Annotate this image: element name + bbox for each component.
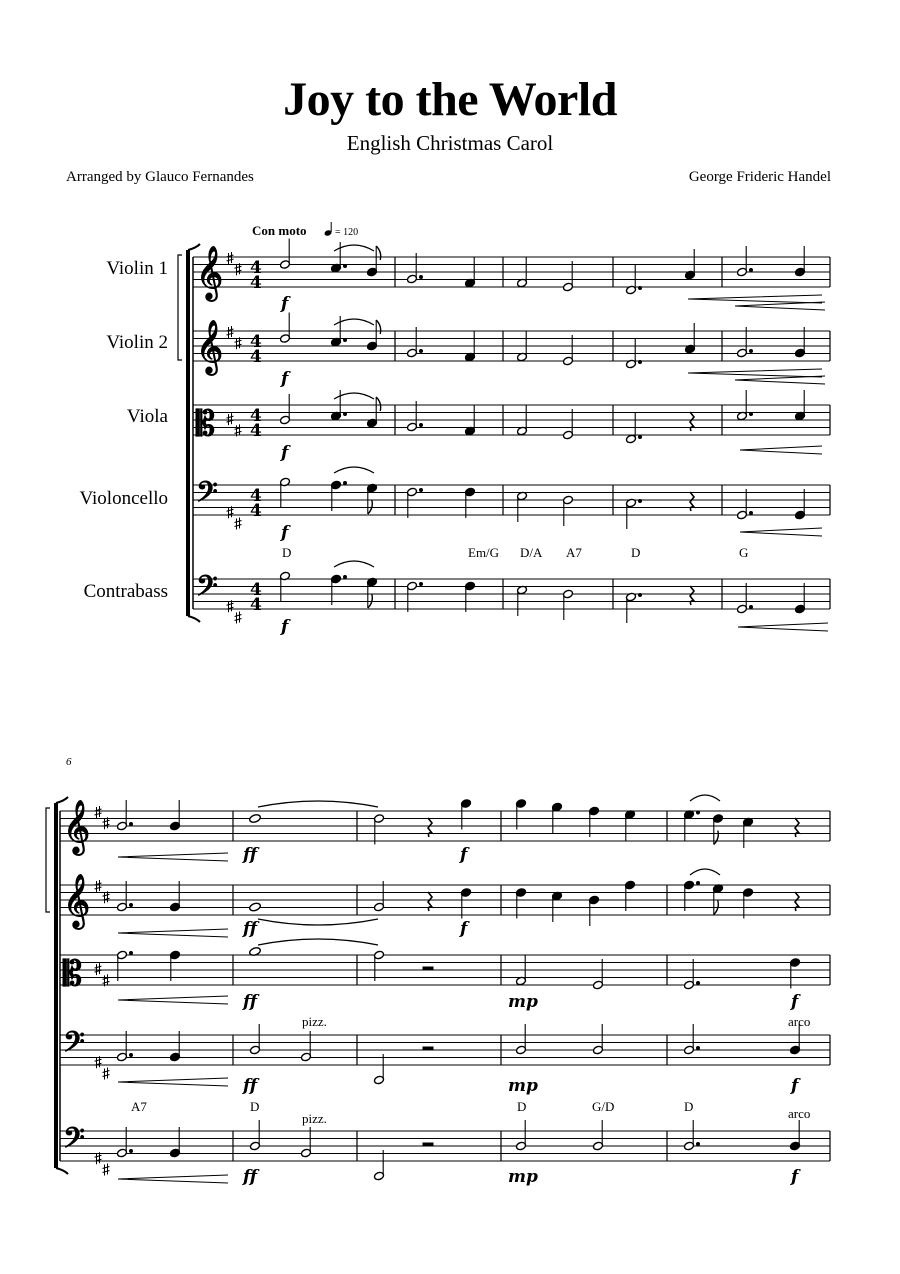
- quarter-rest: [795, 818, 799, 837]
- chord-symbol: G: [739, 545, 749, 560]
- note-dot: [639, 436, 642, 439]
- time-signature: 4: [250, 347, 262, 367]
- treble-clef-icon: 𝄞: [63, 873, 91, 927]
- violin-group-bracket: [178, 255, 182, 360]
- note-dot: [639, 594, 642, 597]
- note-dot: [130, 823, 133, 826]
- score-subtitle: English Christmas Carol: [346, 131, 554, 155]
- chord-symbol: D/A: [520, 545, 543, 560]
- technique-pizz: pizz.: [302, 1111, 327, 1126]
- arranger-credit: Arranged by Glauco Fernandes: [66, 169, 254, 185]
- crescendo-hairpin: [740, 528, 822, 536]
- crescendo-hairpin: [688, 369, 822, 377]
- note-dot: [697, 1047, 700, 1050]
- instrument-label-viola: Viola: [126, 406, 168, 427]
- dynamic-marking: f: [281, 523, 289, 543]
- treble-clef-icon: 𝄞: [63, 799, 91, 853]
- instrument-label-contrabass: Contrabass: [83, 581, 168, 602]
- crescendo-hairpin: [118, 996, 228, 1004]
- note-dot: [130, 1054, 133, 1057]
- sharp-accidental: [103, 1164, 110, 1176]
- dynamic-marking: mp: [508, 992, 538, 1012]
- measure-number: 6: [66, 756, 72, 768]
- note-dot: [344, 339, 347, 342]
- dynamic-marking: ff: [243, 1076, 258, 1096]
- slur: [690, 869, 720, 875]
- crescendo-hairpin: [118, 1175, 228, 1183]
- time-signature: 4: [250, 501, 262, 521]
- half-rest: [423, 1047, 433, 1050]
- technique-arco: arco: [788, 1014, 811, 1029]
- chord-symbol: D: [517, 1099, 527, 1114]
- sharp-accidental: [95, 1056, 102, 1068]
- dynamic-marking: ff: [243, 845, 258, 865]
- dynamic-marking: ff: [243, 992, 258, 1012]
- note-dot: [697, 1143, 700, 1146]
- sharp-accidental: [103, 817, 110, 829]
- chord-symbol: D: [684, 1099, 694, 1114]
- note-dot: [750, 350, 753, 353]
- note-dot: [344, 265, 347, 268]
- note-flag: [368, 500, 373, 514]
- note-dot: [750, 269, 753, 272]
- time-signature: 4: [250, 595, 262, 615]
- dynamic-marking: f: [460, 919, 468, 939]
- note-dot: [639, 287, 642, 290]
- time-signature: 4: [250, 486, 262, 506]
- chord-symbol: D: [250, 1099, 260, 1114]
- note-dot: [344, 576, 347, 579]
- tempo-value: = 120: [335, 227, 359, 238]
- quarter-rest: [428, 818, 432, 837]
- crescendo-hairpin: [118, 1078, 228, 1086]
- sharp-accidental: [95, 806, 102, 818]
- note-dot: [344, 482, 347, 485]
- note-dot: [344, 413, 347, 416]
- slur: [258, 939, 378, 945]
- bass-clef-icon: 𝄢: [196, 570, 218, 610]
- sharp-accidental: [235, 518, 242, 530]
- note-dot: [750, 606, 753, 609]
- chord-symbol: D: [631, 545, 641, 560]
- chord-symbol: G/D: [592, 1099, 615, 1114]
- dynamic-marking: mp: [508, 1076, 538, 1096]
- time-signature: 4: [250, 332, 262, 352]
- note-dot: [639, 361, 642, 364]
- instrument-label-violin-2: Violin 2: [106, 332, 168, 353]
- alto-clef-icon: 𝄡: [63, 954, 82, 994]
- quarter-rest: [428, 892, 432, 911]
- bass-clef-icon: 𝄢: [196, 476, 218, 516]
- sharp-accidental: [227, 413, 234, 425]
- note-head: [249, 902, 262, 912]
- technique-pizz: pizz.: [302, 1014, 327, 1029]
- dynamic-marking: mp: [508, 1167, 538, 1187]
- sharp-accidental: [227, 506, 234, 518]
- tempo-quarter-note-icon: [324, 222, 333, 237]
- crescendo-hairpin: [118, 929, 228, 937]
- instrument-label-violoncello: Violoncello: [79, 488, 168, 509]
- slur: [690, 795, 720, 801]
- dynamic-marking: f: [460, 845, 468, 865]
- tempo-text: Con moto: [252, 223, 307, 238]
- dynamic-marking: f: [791, 992, 799, 1012]
- note-flag: [376, 246, 381, 260]
- sharp-accidental: [95, 963, 102, 975]
- crescendo-hairpin: [740, 446, 822, 454]
- note-dot: [639, 500, 642, 503]
- time-signature: 4: [250, 580, 262, 600]
- dynamic-marking: ff: [243, 919, 258, 939]
- note-dot: [750, 512, 753, 515]
- note-head: [249, 813, 262, 823]
- time-signature: 4: [250, 406, 262, 426]
- note-dot: [420, 276, 423, 279]
- violin-group-bracket: [46, 808, 50, 912]
- sharp-accidental: [227, 600, 234, 612]
- sharp-accidental: [235, 612, 242, 624]
- chord-symbol: A7: [131, 1099, 147, 1114]
- crescendo-hairpin: [738, 623, 828, 631]
- time-signature: 4: [250, 421, 262, 441]
- chord-symbol: D: [282, 545, 292, 560]
- sharp-accidental: [235, 263, 242, 275]
- score-title: Joy to the World: [283, 73, 617, 126]
- composer-credit: George Frideric Handel: [688, 169, 831, 185]
- sharp-accidental: [103, 891, 110, 903]
- note-dot: [697, 982, 700, 985]
- dynamic-marking: f: [791, 1076, 799, 1096]
- note-dot: [697, 882, 700, 885]
- crescendo-hairpin: [118, 853, 228, 861]
- note-dot: [420, 489, 423, 492]
- note-dot: [130, 904, 133, 907]
- slur: [258, 919, 378, 925]
- time-signature: 4: [250, 273, 262, 293]
- instrument-label-violin-1: Violin 1: [106, 258, 168, 279]
- sharp-accidental: [227, 326, 234, 338]
- crescendo-hairpin: [735, 302, 825, 310]
- sharp-accidental: [235, 337, 242, 349]
- note-flag: [714, 831, 719, 845]
- quarter-rest: [690, 492, 694, 511]
- dynamic-marking: f: [281, 369, 289, 389]
- quarter-rest: [690, 412, 694, 431]
- slur: [258, 801, 378, 807]
- bass-clef-icon: 𝄢: [63, 1026, 85, 1066]
- note-dot: [697, 811, 700, 814]
- half-rest: [423, 967, 433, 970]
- sharp-accidental: [95, 1152, 102, 1164]
- dynamic-marking: ff: [243, 1167, 258, 1187]
- note-dot: [130, 1150, 133, 1153]
- alto-clef-icon: 𝄡: [196, 404, 215, 444]
- half-rest: [423, 1143, 433, 1146]
- chord-symbol: Em/G: [468, 545, 500, 560]
- chord-symbol: A7: [566, 545, 582, 560]
- technique-arco: arco: [788, 1106, 811, 1121]
- bass-clef-icon: 𝄢: [63, 1122, 85, 1162]
- dynamic-marking: f: [281, 617, 289, 637]
- quarter-rest: [690, 586, 694, 605]
- note-flag: [376, 320, 381, 334]
- note-flag: [376, 397, 381, 411]
- slur: [334, 467, 374, 473]
- dynamic-marking: f: [791, 1167, 799, 1187]
- note-dot: [750, 413, 753, 416]
- note-dot: [420, 424, 423, 427]
- note-dot: [420, 350, 423, 353]
- dynamic-marking: f: [281, 443, 289, 463]
- note-dot: [130, 952, 133, 955]
- quarter-rest: [795, 892, 799, 911]
- dynamic-marking: f: [281, 294, 289, 314]
- treble-clef-icon: 𝄞: [196, 319, 224, 373]
- note-flag: [368, 594, 373, 608]
- time-signature: 4: [250, 258, 262, 278]
- note-dot: [420, 583, 423, 586]
- sharp-accidental: [95, 880, 102, 892]
- sharp-accidental: [103, 1068, 110, 1080]
- crescendo-hairpin: [735, 376, 825, 384]
- sharp-accidental: [227, 252, 234, 264]
- treble-clef-icon: 𝄞: [196, 245, 224, 299]
- slur: [334, 561, 374, 567]
- crescendo-hairpin: [688, 295, 822, 303]
